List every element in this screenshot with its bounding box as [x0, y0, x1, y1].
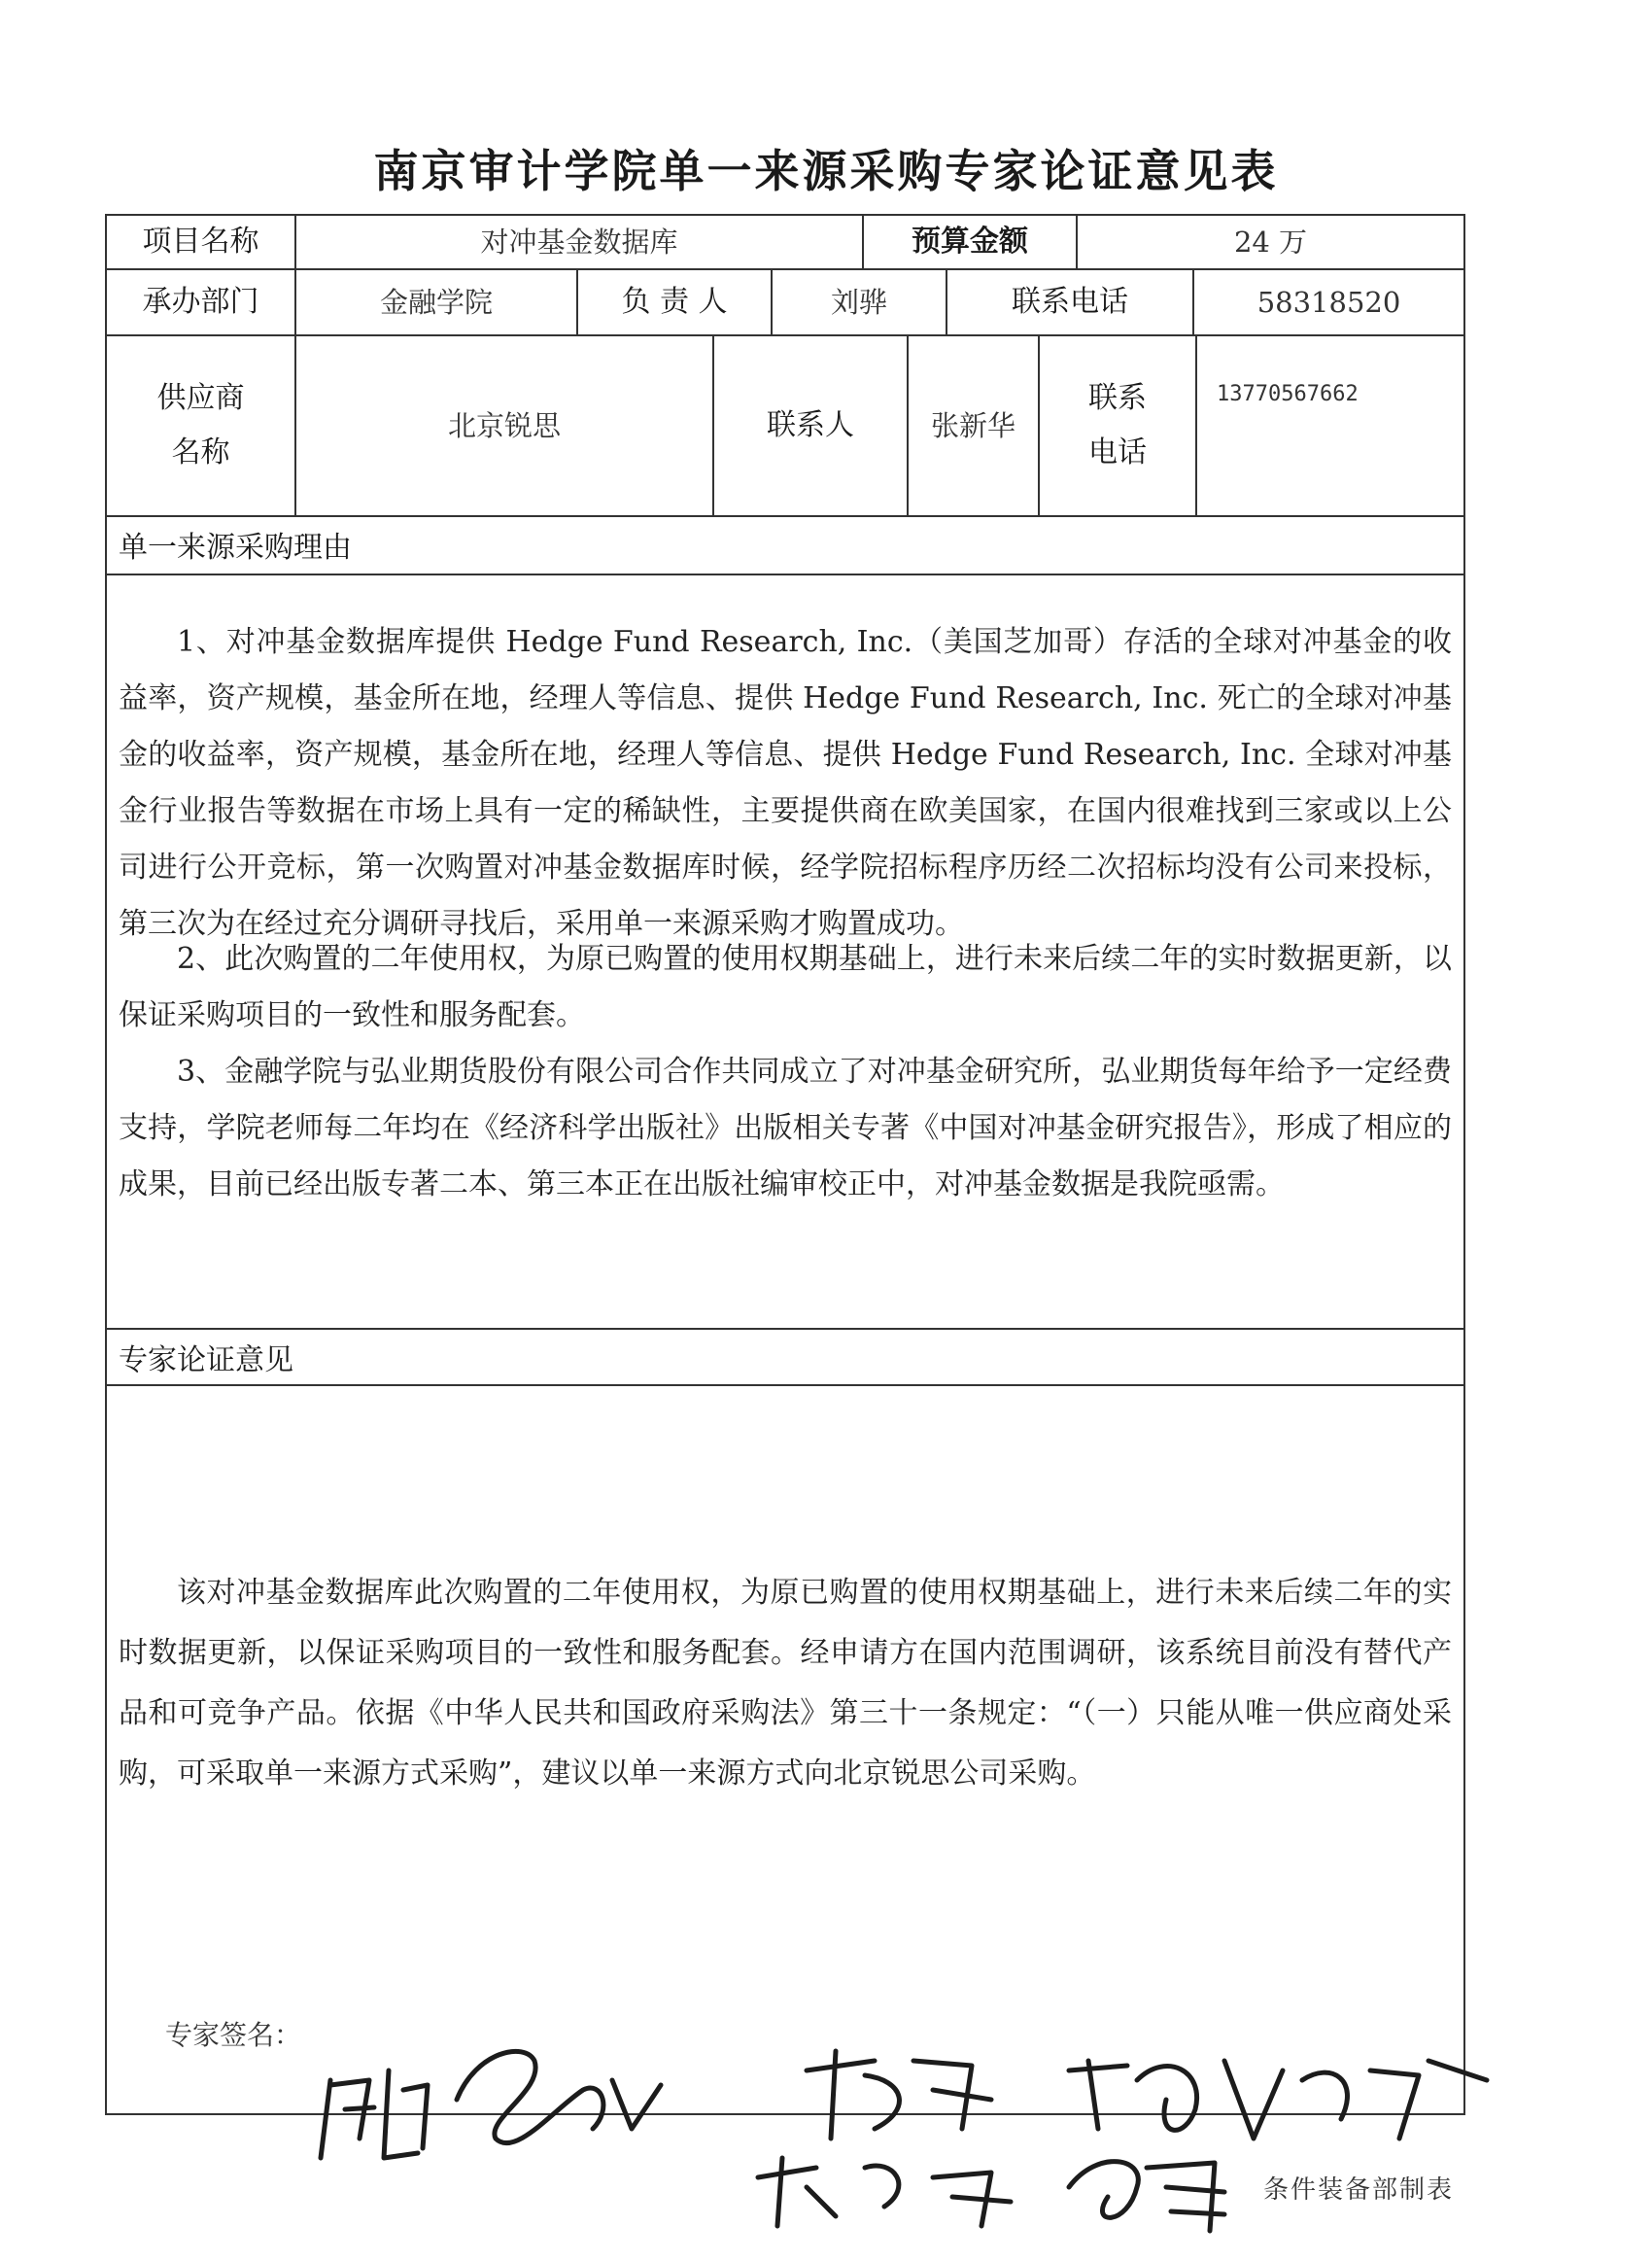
supplier-phone-label: 联系 电话	[1088, 381, 1147, 470]
expert-signatures-graphic	[292, 1993, 1516, 2245]
project-name-value: 对冲基金数据库	[480, 225, 678, 259]
row-divider	[105, 1384, 1465, 1386]
budget-label: 预算金额	[912, 225, 1028, 260]
supplier-contact-label: 联系人	[767, 408, 854, 443]
supplier-phone-value: 13770567662	[1217, 382, 1359, 407]
row-divider	[105, 515, 1465, 517]
reason-paragraph-3: 3、金融学院与弘业期货股份有限公司合作共同成立了对冲基金研究所，弘业期货每年给予一定经费支持，学院老师每二年均在《经济科学出版社》出版相关专著《中国对冲基金研究报告》，形成了相应的成果，目前已经出版专著二本、第三本正在出版社编审校正中，对冲基金数据是我院亟需。	[119, 1055, 1452, 1201]
budget-value: 24 万	[1233, 225, 1308, 259]
supplier-name-value: 北京锐思	[447, 408, 561, 442]
form-issuer-note: 条件装备部制表	[1263, 2175, 1455, 2205]
reason-heading: 单一来源采购理由	[119, 531, 352, 565]
supplier-contact-value: 张新华	[930, 408, 1015, 442]
department-value: 金融学院	[379, 285, 493, 319]
row-divider	[105, 574, 1465, 575]
row-divider	[105, 1328, 1465, 1330]
expert-signature-label: 专家签名：	[165, 2019, 302, 2051]
contact-phone-value: 58318520	[1256, 285, 1401, 319]
opinion-heading: 专家论证意见	[119, 1343, 293, 1377]
project-name-label: 项目名称	[142, 225, 259, 260]
supplier-name-label: 供应商 名称	[156, 381, 245, 470]
person-in-charge-value: 刘骅	[830, 285, 887, 319]
department-label: 承办部门	[142, 285, 259, 320]
contact-phone-label: 联系电话	[1012, 285, 1128, 320]
person-in-charge-label: 负 责 人	[621, 285, 728, 320]
reason-paragraph-1: 1、对冲基金数据库提供 Hedge Fund Research, Inc.（美国芝加哥）存活的全球对冲基金的收益率，资产规模，基金所在地，经理人等信息、提供 Hedge Fund Research, Inc. 死亡的全球对冲基金的收益率，资产规模，基金所在地，经理人等信息、提供 Hedge Fund Research, Inc. 全球对冲基金行业报告等数据在市场上具有一定的稀缺性，主要提供商在欧美国家，在国内很难找到三家或以上公司进行公开竞标，第一次购置对冲基金数据库时候，经学院招标程序历经二次招标均没有公司来投标，第三次为在经过充分调研寻找后，采用单一来源采购才购置成功。	[119, 625, 1452, 941]
opinion-paragraph: 该对冲基金数据库此次购置的二年使用权，为原已购置的使用权期基础上，进行未来后续二年的实时数据更新，以保证采购项目的一致性和服务配套。经申请方在国内范围调研，该系统目前没有替代产品和可竞争产品。依据《中华人民共和国政府采购法》第三十一条规定：“（一）只能从唯一供应商处采购，可采取单一来源方式采购”，建议以单一来源方式向北京锐思公司采购。	[119, 1576, 1452, 1791]
page-title: 南京审计学院单一来源采购专家论证意见表	[373, 145, 1279, 197]
reason-paragraph-2: 2、此次购置的二年使用权，为原已购置的使用权期基础上，进行未来后续二年的实时数据更新，以保证采购项目的一致性和服务配套。	[119, 942, 1452, 1032]
